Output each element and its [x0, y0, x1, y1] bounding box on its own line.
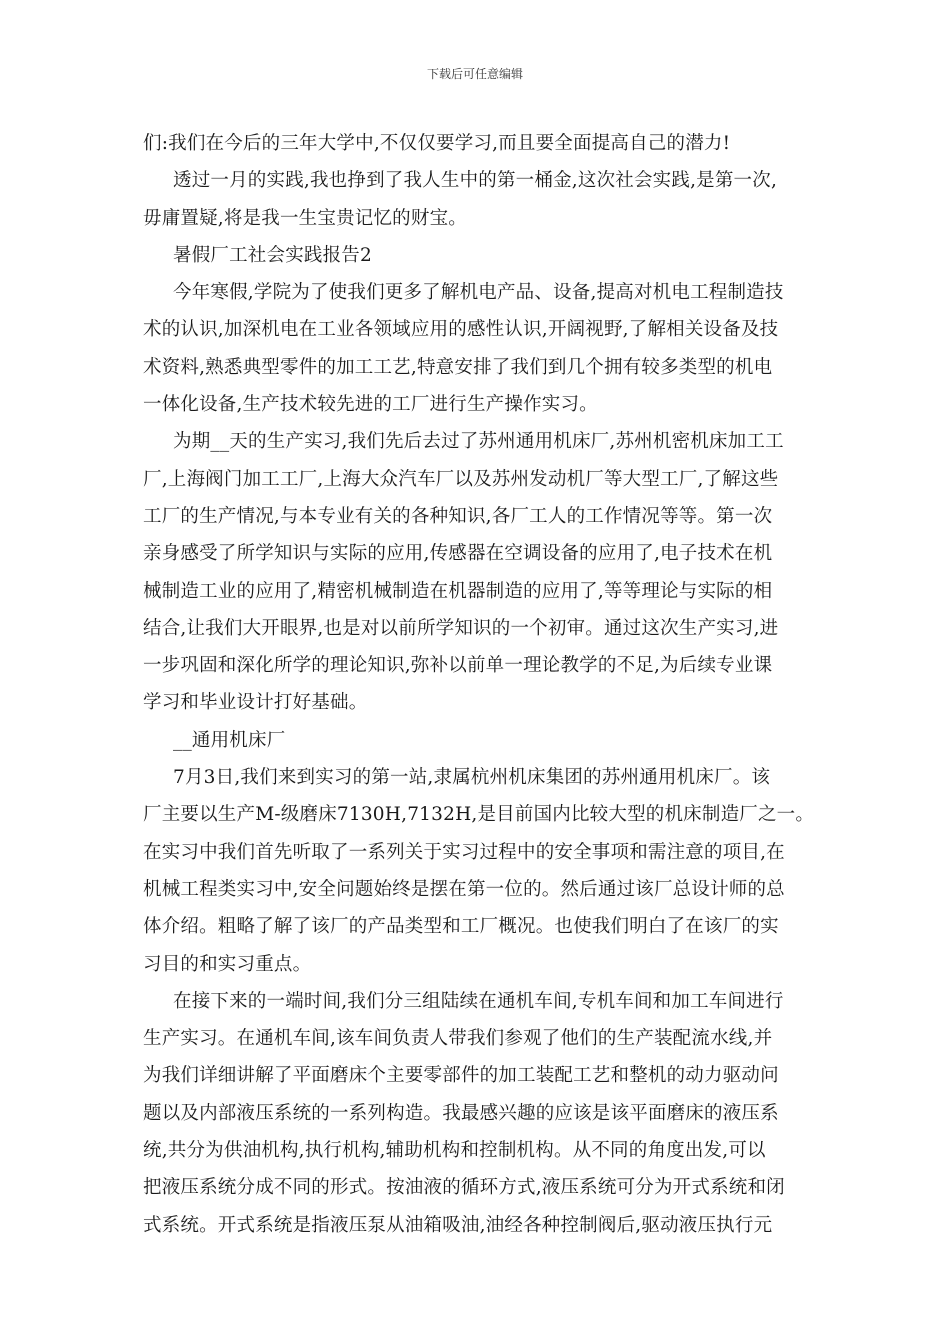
text-line: 亲身感受了所学知识与实际的应用,传感器在空调设备的应用了,电子技术在机 — [143, 543, 773, 565]
text-line: __通用机床厂 — [173, 729, 286, 751]
text-line: 一体化设备,生产技术较先进的工厂进行生产操作实习。 — [143, 394, 598, 416]
text-line: 工厂的生产情况,与本专业有关的各种知识,各厂工人的工作情况等等。第一次 — [143, 505, 773, 527]
text-line: 生产实习。在通机车间,该车间负责人带我们参观了他们的生产装配流水线,并 — [143, 1028, 773, 1050]
text-line: 在接下来的一端时间,我们分三组陆续在通机车间,专机车间和加工车间进行 — [173, 990, 784, 1012]
text-line: 术的认识,加深机电在工业各领域应用的感性认识,开阔视野,了解相关设备及技 — [143, 319, 779, 341]
text-line: 一步巩固和深化所学的理论知识,弥补以前单一理论教学的不足,为后续专业课 — [143, 655, 773, 677]
text-line: 厂,上海阀门加工工厂,上海大众汽车厂以及苏州发动机厂等大型工厂,了解这些 — [143, 468, 779, 490]
document-body — [143, 125, 815, 1244]
text-line: 今年寒假,学院为了使我们更多了解机电产品、设备,提高对机电工程制造技 — [173, 282, 784, 304]
page-header: 下载后可任意编辑 — [426, 67, 523, 81]
text-line: 体介绍。粗略了解了该厂的产品类型和工厂概况。也使我们明白了在该厂的实 — [143, 916, 779, 938]
text-line: 械制造工业的应用了,精密机械制造在机器制造的应用了,等等理论与实际的相 — [143, 580, 773, 602]
text-line: 学习和毕业设计打好基础。 — [143, 692, 368, 714]
text-line: 们:我们在今后的三年大学中,不仅仅要学习,而且要全面提高自己的潜力! — [143, 133, 731, 154]
text-line: 为我们详细讲解了平面磨床个主要零部件的加工装配工艺和整机的动力驱动问 — [143, 1065, 779, 1087]
text-line: 习目的和实习重点。 — [143, 953, 312, 975]
text-line: 厂主要以生产M-级磨床7130H,7132H,是目前国内比较大型的机床制造厂之一。 — [143, 804, 815, 826]
text-line: 毋庸置疑,将是我一生宝贵记忆的财宝。 — [143, 207, 467, 229]
text-line: 式系统。开式系统是指液压泵从油箱吸油,油经各种控制阀后,驱动液压执行元 — [143, 1214, 773, 1236]
text-line: 暑假厂工社会实践报告2 — [173, 244, 372, 266]
text-line: 术资料,熟悉典型零件的加工工艺,特意安排了我们到几个拥有较多类型的机电 — [143, 356, 773, 378]
text-line: 机械工程类实习中,安全问题始终是摆在第一位的。然后通过该厂总设计师的总 — [143, 878, 785, 900]
text-line: 把液压系统分成不同的形式。按油液的循环方式,液压系统可分为开式系统和闭 — [143, 1177, 785, 1199]
text-line: 统,共分为供油机构,执行机构,辅助机构和控制机构。从不同的角度出发,可以 — [143, 1140, 766, 1162]
text-line: 题以及内部液压系统的一系列构造。我最感兴趣的应该是该平面磨床的液压系 — [143, 1102, 779, 1124]
text-line: 7月3日,我们来到实习的第一站,隶属杭州机床集团的苏州通用机床厂。该 — [173, 767, 771, 789]
text-line: 为期__天的生产实习,我们先后去过了苏州通用机床厂,苏州机密机床加工工 — [173, 431, 784, 453]
text-line: 在实习中我们首先听取了一系列关于实习过程中的安全事项和需注意的项目,在 — [143, 841, 785, 863]
text-line: 透过一月的实践,我也挣到了我人生中的第一桶金,这次社会实践,是第一次, — [173, 170, 778, 192]
text-line: 结合,让我们大开眼界,也是对以前所学知识的一个初审。通过这次生产实习,进 — [143, 617, 779, 639]
